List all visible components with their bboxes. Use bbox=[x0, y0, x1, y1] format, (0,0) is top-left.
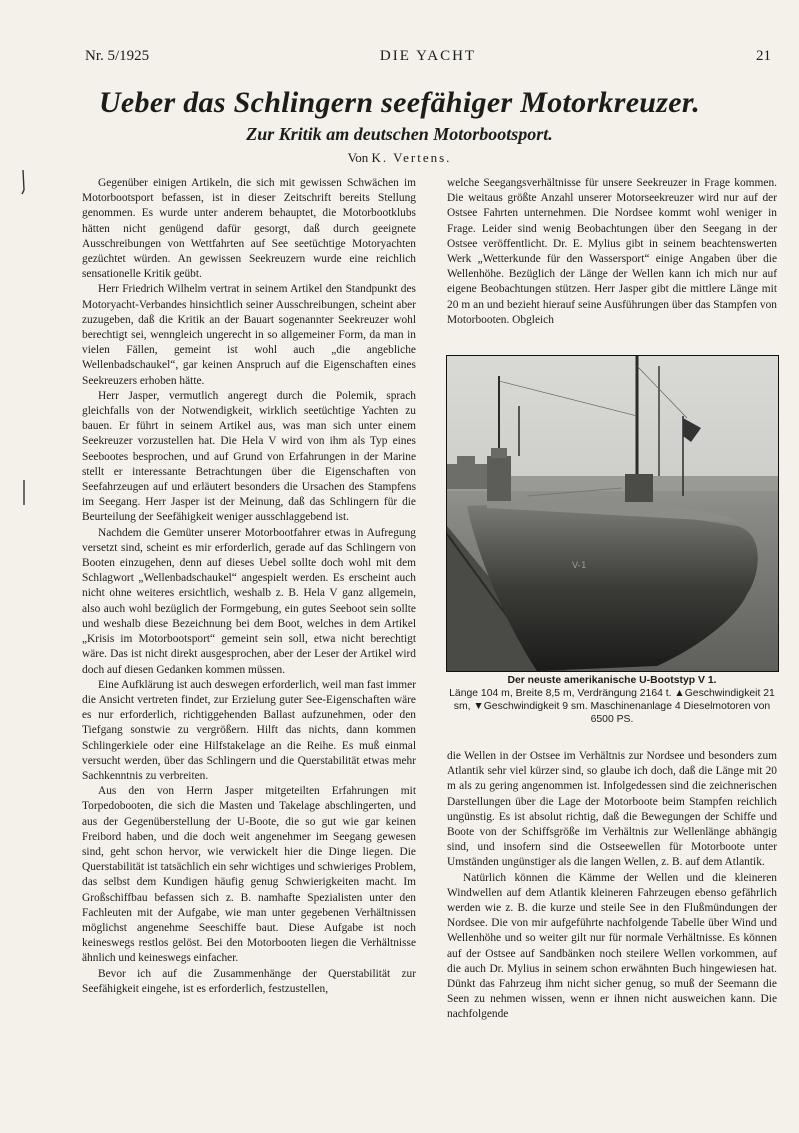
submarine-photo bbox=[446, 355, 779, 672]
margin-marks bbox=[14, 160, 34, 520]
left-column bbox=[82, 176, 416, 997]
paragraph: Natürlich können die Kämme der Wellen und die kleineren Windwellen auf dem Atlantik kleineren Fahrzeugen ebenso gefährlich werden wie z. B. die kurze und steile See in den Flußmündungen der Nordsee. Die von mir aufgeführte nachfolgende Tabelle über Wind und Wellenhöhe und so weiter gilt nur für normale Verhältnisse. Es können auf der Ostsee auf Sandbänken noch steilere Wellen vorkommen, auf die auch Dr. Mylius in seinem schon erwähnten Buch hingewiesen hat. Dünkt das Fahrzeug ihm nicht sicher genug, so muß der Seemann die Seen zu nehmen wissen, wenn er ihnen nicht ausweichen kann. Die nachfolgende bbox=[447, 871, 777, 1021]
paragraph: Eine Aufklärung ist auch deswegen erforderlich, weil man fast immer die Ansicht vertreten findet, zur Erzielung guter See-Eigenschaften wäre es nur erforderlich, richtiggehenden Ballast aufzunehmen, oder den Tiefgang sonstwie zu vergrößern. Hilft das nichts, dann kommen Schlingerkiele oder eine Hilfstakelage an die Reihe. Es muß einmal versucht werden, über das Schlingern und die Querstabilität etwas mehr Sachkenntnis zu verbreiten. bbox=[82, 678, 416, 782]
paragraph: welche Seegangsverhältnisse für unsere Seekreuzer in Frage kommen. Die weitaus größte Anzahl unserer Motorseekreuzer wird nur auf der Ostsee Fahrten unternehmen. Die Nordsee kommt wohl weniger in Frage. Leider sind wenig Beobachtungen über den Seegang in der Ostsee veröffentlicht. Dr. E. Mylius gibt in seinem beachtenswerten Werk „Wetterkunde für den Wassersport“ einige Angaben über die Wellenhöhe. Bezüglich der Länge der Wellen kann ich mich nur auf eigene Beobachtungen stützen. Herr Jasper gibt die mittlere Länge mit 20 m an und bezieht hierauf seine Ausführungen über das Stampfen von Motorbooten. Obgleich bbox=[447, 177, 777, 326]
right-column-top bbox=[447, 176, 777, 328]
hull-marking: V-1 bbox=[572, 561, 587, 571]
caption-title: Der neuste amerikanische U-Bootstyp V 1. bbox=[507, 675, 717, 686]
right-column-bottom bbox=[447, 749, 777, 1023]
paragraph: Herr Jasper, vermutlich angeregt durch die Polemik, sprach gleichfalls von der Notwendigkeit, wirklich seetüchtige Yachten zu bauen. Er führt in seinem Artikel aus, was man sich unter einem Seekreuzer vorzustellen hat. Die Hela V wird von ihm als Typ eines Seebootes besprochen, und auf Grund von Erfahrungen in der Marine stellt er interessante Betrachtungen über die Eigenschaften von Seefahrzeugen auf und erläutert besonders die Ursachen des Stampfens im Seegang. Herr Jasper ist der Meinung, daß das Schlingern für die Beurteilung der Seefähigkeit weniger ausschlaggebend ist. bbox=[82, 389, 416, 524]
paragraph: Bevor ich auf die Zusammenhänge der Querstabilität zur Seefähigkeit eingehe, ist es erforderlich, festzustellen, bbox=[82, 967, 416, 995]
paragraph: Aus den von Herrn Jasper mitgeteilten Erfahrungen mit Torpedobooten, die sich die Masten und Takelage abschlingerten, und aus der Gegenüberstellung der U-Boote, die so gut wie gar keinen Freibord haben, und die doch weit angenehmer im Seegang gewesen sind, geht schon hervor, wie verwickelt hier die Dinge liegen. Die Querstabilität ist tatsächlich ein sehr wichtiges und schwieriges Problem, das selbst dem Kundigen häufig genug Schwierigkeiten macht. Im Großschiffbau befassen sich z. B. namhafte Spezialisten unter den Fachleuten mit der Aufgabe, wie man unter gegebenen Verhältnissen möglichst angenehme Seeschiffe baut. Diese Aufgabe ist noch keineswegs restlos gelöst. Bei den Motorbooten liegen die Verhältnisse ähnlich und keineswegs einfacher. bbox=[82, 785, 416, 965]
caption-text: Länge 104 m, Breite 8,5 m, Verdrängung 2164 t. ▲Geschwindigkeit 21 sm, ▼Geschwindigkeit 9 sm. Maschinenanlage 4 Dieselmotoren von 6500 PS. bbox=[449, 688, 775, 725]
submarine-illustration bbox=[447, 356, 778, 671]
article-subtitle: Zur Kritik am deutschen Motorbootsport. bbox=[246, 124, 553, 144]
photo-caption bbox=[447, 674, 777, 726]
issue-number: Nr. 5/1925 bbox=[85, 48, 150, 64]
magazine-name: DIE YACHT bbox=[379, 48, 477, 64]
author-name: K. Vertens. bbox=[371, 150, 452, 165]
article-title: Ueber das Schlingern seefähiger Motorkreuzer. bbox=[98, 86, 701, 119]
paragraph: Gegenüber einigen Artikeln, die sich mit gewissen Schwächen im Motorbootsport befassen, ist in dieser Zeitschrift bereits Stellung genommen. Es wurde unter anderem behauptet, die Motorbootklubs hätten nicht genügend dafür gesorgt, daß durch geeignete Ausschreibungen von Wettfahrten auf See seetüchtige Motoryachten gezüchtet würden. An gewissen Seekreuzern wurde eine reichlich sensationelle Kritik geübt. bbox=[82, 177, 416, 281]
byline bbox=[0, 150, 799, 166]
paragraph: Herr Friedrich Wilhelm vertrat in seinem Artikel den Standpunkt des Motoryacht-Verbandes hinsichtlich seiner Ausschreibungen, scheint aber zuzugeben, daß die Kritik an der Bauart sogenannter Seekreuzer wohl berechtigt sei, wenngleich ungerecht in so allgemeiner Form, da man in vielen Fällen, gemeint ist wohl auch „die angebliche Wellenbadschaukel“, gar keinen Anspruch auf die Eigenschaften eines Seekreuzers erhoben hätte. bbox=[82, 283, 416, 387]
paragraph: die Wellen in der Ostsee im Verhältnis zur Nordsee und besonders zum Atlantik sehr viel kürzer sind, so glaube ich doch, daß die Länge mit 20 m als zu gering angenommen ist. Infolgedessen sind die zeichnerischen Darstellungen über die Lage der Motorboote beim Stampfen reichlich ungünstig. Es ist absolut richtig, daß die Bewegungen der Schiffe und Boote von der Schiffsgröße im Verhältnis zur Wellenlänge abhängig sind, und insofern sind die Ostseewellen für Motorboote unter Umständen ungünstiger als die langen Wellen, z. B. auf dem Atlantik. bbox=[447, 750, 777, 869]
paragraph: Nachdem die Gemüter unserer Motorbootfahrer etwas in Aufregung versetzt sind, scheint es mir erforderlich, gerade auf das Schlingern von Booten einzugehen, denn auf dieses Uebel sollte doch wohl mit dem Schlagwort „Wellenbadschaukel“ angespielt werden. Es erscheint auch nicht ohne weiteres ersichtlich, weshalb z. B. Hela V ganz allgemein, also auch wohl bezüglich der Formgebung, ein gutes Seeboot sein sollte und weshalb diese Bezeichnung bei dem Boot, welches in dem Artikel „Krisis im Motorbootsport“ gemeint sein soll, etwa nicht berechtigt wäre. Das ist nicht direkt ausgesprochen, aber der Leser der Artikel wird doch auf diesen Gedanken kommen müssen. bbox=[82, 526, 416, 676]
page-header bbox=[85, 48, 771, 68]
byline-prefix: Von bbox=[347, 150, 369, 165]
page-number: 21 bbox=[756, 48, 771, 64]
